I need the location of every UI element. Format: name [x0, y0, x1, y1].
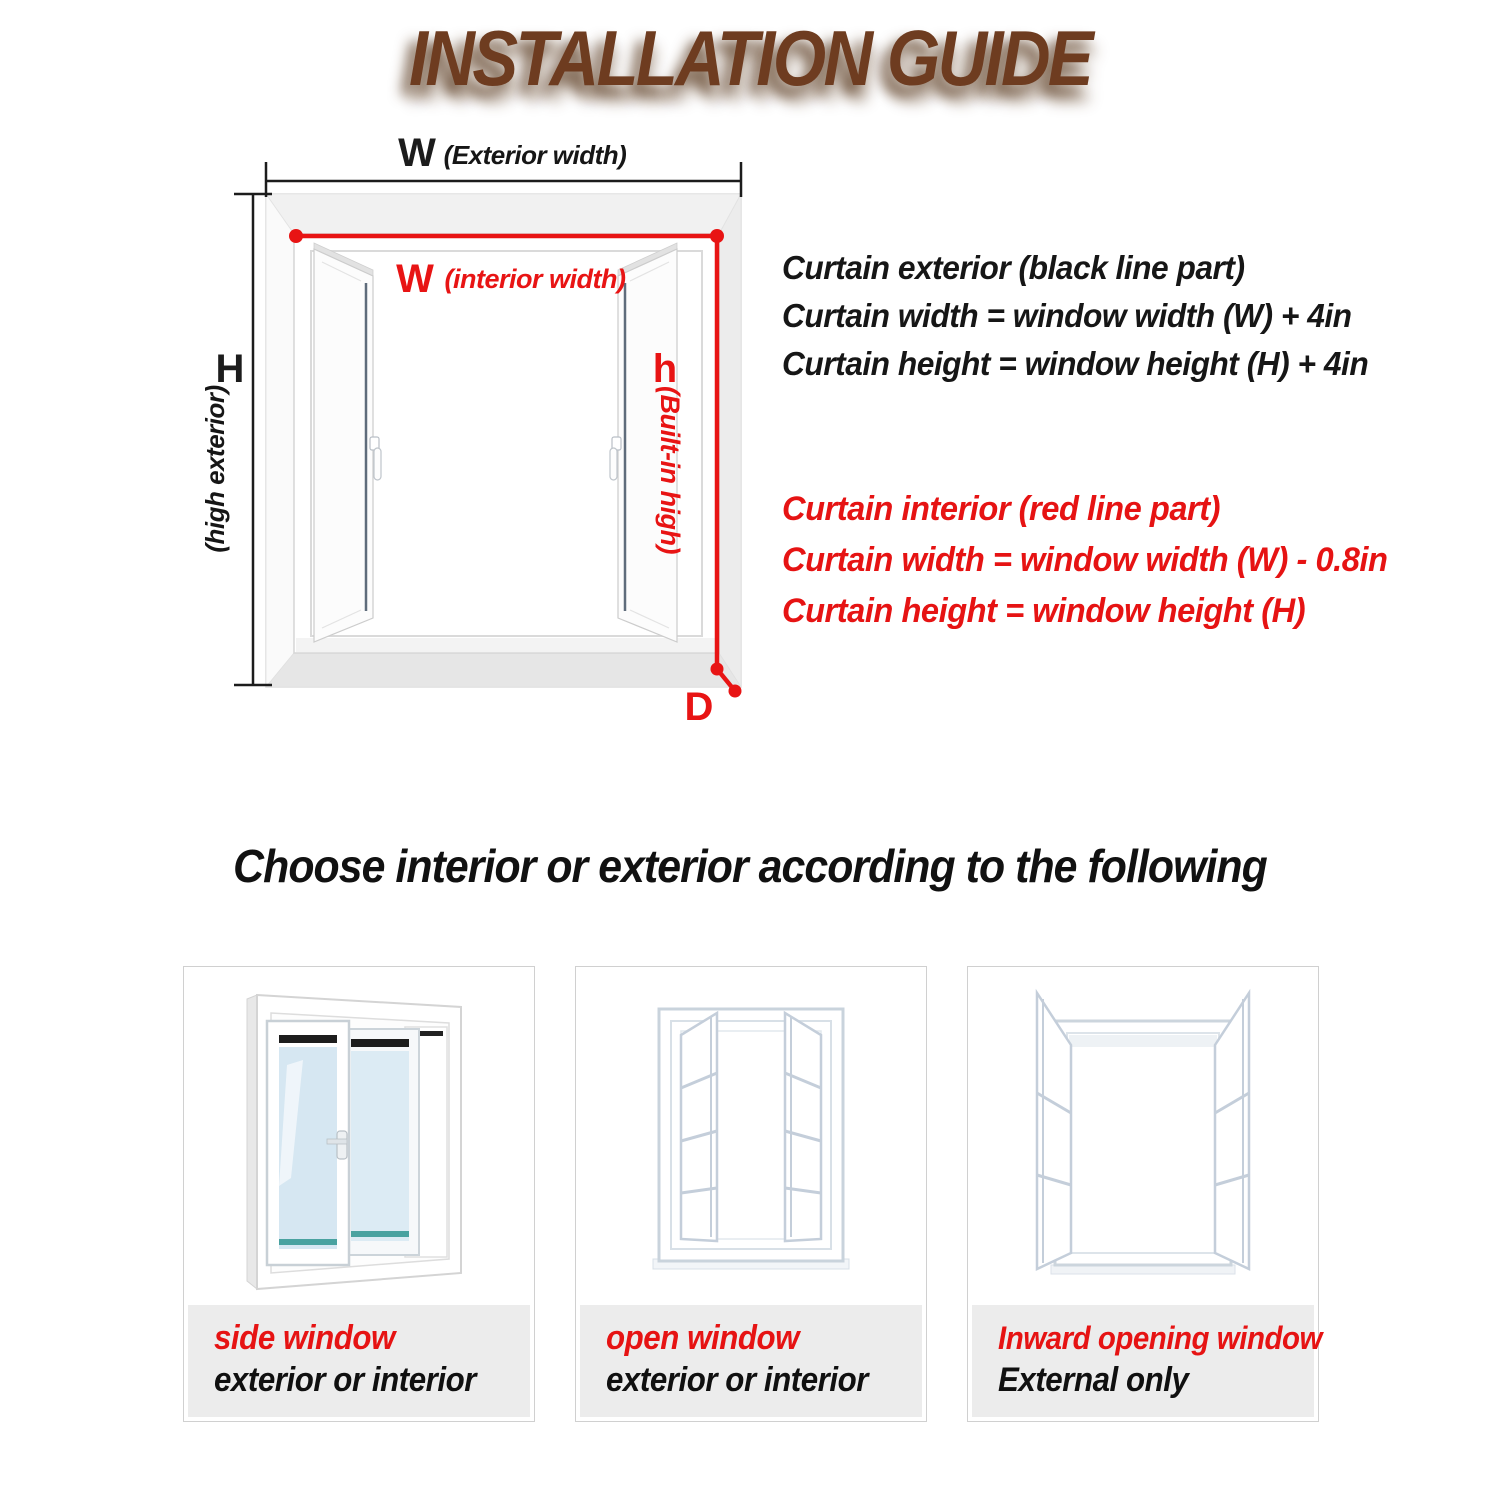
- curtain-exterior-note: [782, 244, 1368, 388]
- exterior-note-line-2: Curtain width = window width (W) + 4in: [782, 297, 1352, 334]
- exterior-width-symbol: W: [398, 131, 436, 175]
- panel-subtitle: exterior or interior: [214, 1361, 476, 1399]
- interior-width-label: (interior width): [444, 264, 626, 294]
- exterior-height-label: (high exterior): [200, 385, 230, 553]
- open-window-caption: [580, 1305, 922, 1417]
- exterior-width-label: (Exterior width): [443, 140, 627, 170]
- left-sash-illustration: [314, 243, 381, 642]
- interior-note-line-2: Curtain width = window width (W) - 0.8in: [782, 541, 1388, 579]
- open-right-sash: [785, 1013, 821, 1241]
- open-window-image: [580, 971, 922, 1305]
- panel-title: open window: [606, 1319, 800, 1357]
- section-heading: Choose interior or exterior according to the following: [233, 840, 1267, 892]
- exterior-note-line-3: Curtain height = window height (H) + 4in: [782, 345, 1369, 382]
- panel-subtitle: External only: [998, 1361, 1189, 1399]
- panel-subtitle: exterior or interior: [606, 1361, 868, 1399]
- panel-title: side window: [214, 1319, 395, 1357]
- inward-window-caption: [972, 1305, 1322, 1417]
- page-title: INSTALLATION GUIDE: [408, 14, 1092, 102]
- panel-title: Inward opening window: [998, 1320, 1322, 1356]
- interior-note-line-3: Curtain height = window height (H): [782, 592, 1306, 630]
- inward-opening-window-image: [972, 971, 1314, 1305]
- exterior-height-symbol: H: [215, 347, 245, 391]
- open-left-sash: [681, 1013, 717, 1241]
- side-window-caption: [188, 1305, 530, 1417]
- window-measurement-diagram: [190, 120, 770, 740]
- interior-note-line-1: Curtain interior (red line part): [782, 490, 1221, 528]
- curtain-interior-note: [782, 484, 1387, 637]
- back-sliding-sash: [341, 1029, 419, 1255]
- side-window-image: [188, 971, 530, 1305]
- panel-side-window: [183, 966, 535, 1422]
- inward-window-illustration: [993, 973, 1293, 1303]
- open-window-illustration: [601, 973, 901, 1303]
- interior-width-symbol: W: [396, 257, 434, 301]
- sliding-window-illustration: [209, 973, 509, 1303]
- interior-height-symbol: h: [652, 347, 678, 391]
- depth-symbol: D: [684, 685, 714, 729]
- interior-height-label: (Built-in high): [655, 386, 685, 554]
- exterior-note-line-1: Curtain exterior (black line part): [782, 249, 1245, 286]
- panel-inward-opening-window: [967, 966, 1322, 1422]
- panel-open-window: [575, 966, 927, 1422]
- window-type-panels: [183, 966, 1322, 1422]
